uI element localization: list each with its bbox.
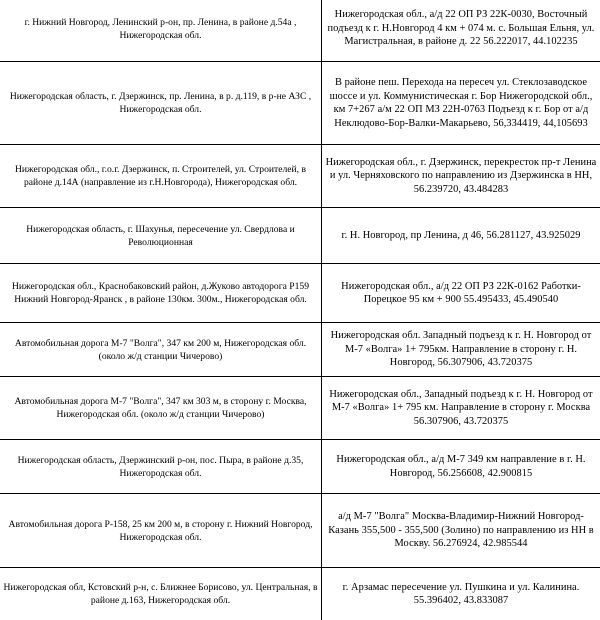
table-cell-right: Нижегородская обл., г. Дзержинск, перекресток пр-т Ленина и ул. Черняховского по направлению из Дзержинска в НН, 56.239720, 43.484283 bbox=[325, 156, 597, 195]
table-cell-left: Нижегородская обл., г.о.г. Дзержинск, п. Строителей, ул. Строителей, в районе д.14А (направление из г.Н.Новгорода), Нижегородская обл. bbox=[0, 145, 322, 207]
table-row bbox=[0, 323, 600, 377]
table-cell-left: г. Нижний Новгород, Ленинский р-он, пр. Ленина, в районе д.54а , Нижегородская обл. bbox=[0, 0, 322, 61]
table-row bbox=[0, 440, 600, 494]
table-cell-right: Нижегородская обл., а/д 22 ОП РЗ 22К-0030, Восточный подъезд к г. Н.Новгород 4 км + 074 м. с. Большая Ельня, ул. Магистральная, в районе д. 22 56.222017, 44.102235 bbox=[327, 9, 595, 48]
table-cell-left: Автомобильная дорога М-7 "Волга", 347 км 303 м, в сторону г. Москва, Нижегородская обл. (около ж/д станции Чичерово) bbox=[0, 377, 322, 439]
table-cell-right: Нижегородская обл., а/д М-7 349 км направление в г. Н. Новгород, 56.256608, 42.900815 bbox=[336, 454, 586, 479]
table-cell-left: Автомобильная дорога Р-158, 25 км 200 м, в сторону г. Нижний Новгород, Нижегородская обл. bbox=[0, 494, 322, 567]
table-cell-right: В районе пеш. Перехода на пересеч ул. Стеклозаводское шоссе и ул. Коммунистическая г. Бор Нижегородской обл., км 7+267 а/м 22 ОП МЗ 22Н-0763 Подъезд к г. Бор от а/д Неклюдово-Бор-Валки-Макарьево, 56,334419, 44,105693 bbox=[329, 77, 593, 129]
table-row bbox=[0, 264, 600, 323]
table-cell-right: Нижегородская обл. Западный подъезд к г. Н. Новгород от М-7 «Волга» 1+ 795км. Направление в сторону г. Н. Новгород, 56.307906, 43.720375 bbox=[330, 330, 592, 369]
table-cell-right: Нижегородская обл., а/д 22 ОП РЗ 22К-0162 Работки-Порецкое 95 км + 900 55.495433, 45.490540 bbox=[341, 280, 581, 305]
table-row bbox=[0, 208, 600, 264]
table-cell-left: Нижегородская область, г. Дзержинск, пр. Ленина, в р. д.119, в р-не АЗС , Нижегородская обл. bbox=[0, 62, 322, 144]
table-cell-right: Нижегородская обл., Западный подъезд к г. Н. Новгород от М-7 «Волга» 1+ 795 км. Направление в сторону г. Москва 56.307906, 43.720375 bbox=[329, 388, 593, 427]
table-cell-left: Автомобильная дорога М-7 "Волга", 347 км 200 м, Нижегородская обл. (около ж/д станции Чичерово) bbox=[0, 323, 322, 376]
table-row bbox=[0, 145, 600, 208]
table-row bbox=[0, 377, 600, 440]
table-cell-left: Нижегородская обл., Краснобаковский район, д.Жуково автодорога Р159 Нижний Новгород-Яранск , в районе 130км. 300м., Нижегородская обл. bbox=[0, 264, 322, 322]
table-cell-right: г. Арзамас пересечение ул. Пушкина и ул. Калинина. 55.396402, 43.833087 bbox=[342, 581, 580, 606]
table-row bbox=[0, 0, 600, 62]
table-cell-right: г. Н. Новгород, пр Ленина, д 46, 56.281127, 43.925029 bbox=[341, 229, 581, 241]
table-row bbox=[0, 62, 600, 145]
table-cell-right: а/д М-7 "Волга" Москва-Владимир-Нижний Новгород-Казань 355,500 - 355,500 (Золино) по направлению из НН в Москву. 56.276924, 42.985544 bbox=[328, 511, 594, 550]
table-cell-left: Нижегородская область, Дзержинский р-он, пос. Пыра, в районе д.35, Нижегородская обл. bbox=[0, 440, 322, 493]
table-row bbox=[0, 568, 600, 620]
table-cell-left: Нижегородская область, г. Шахунья, пересечение ул. Свердлова и Революционная bbox=[0, 208, 322, 263]
table-row bbox=[0, 494, 600, 568]
table-cell-left: Нижегородская обл, Кстовский р-н, с. Ближнее Борисово, ул. Центральная, в районе д.163, Нижегородская обл. bbox=[0, 568, 322, 620]
